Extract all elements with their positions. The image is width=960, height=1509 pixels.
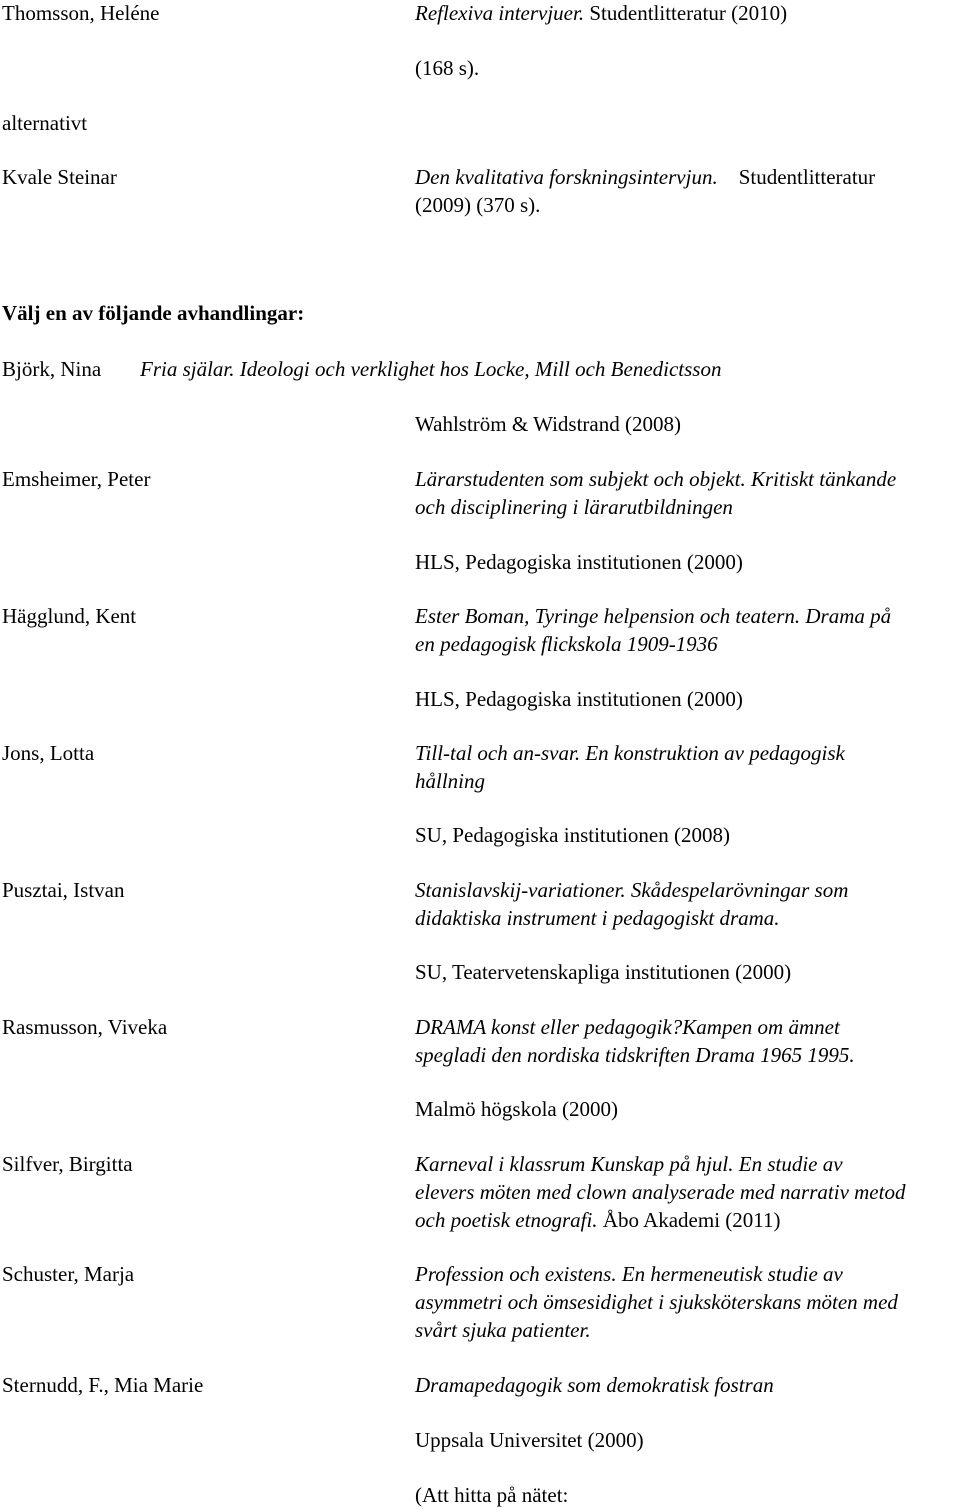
title-schuster-cont: asymmetri och ömsesidighet i sjuksköterskans möten med xyxy=(415,1290,898,1314)
title-silfver: Karneval i klassrum Kunskap på hjul. En studie av xyxy=(415,1152,843,1176)
author-hagglund: Hägglund, Kent xyxy=(2,604,137,628)
title-silfver-cont: elevers möten med clown analyserade med narrativ metod xyxy=(415,1180,906,1204)
title-jons: Till-tal och an-svar. En konstruktion av pedagogisk xyxy=(415,741,845,765)
title-rasmusson-cont: spegladi den nordiska tidskriften Drama 1965 1995. xyxy=(415,1043,855,1067)
publisher-rasmusson: Malmö högskola (2000) xyxy=(415,1097,618,1121)
title-kvale: Den kvalitativa forskningsintervjun. xyxy=(415,165,718,189)
author-bjork: Björk, Nina xyxy=(2,357,102,381)
title-emsheimer-cont: och disciplinering i lärarutbildningen xyxy=(415,495,733,519)
publisher-hagglund: HLS, Pedagogiska institutionen (2000) xyxy=(415,687,743,711)
title-emsheimer: Lärarstudenten som subjekt och objekt. Kritiskt tänkande xyxy=(415,467,897,491)
title-pusztai-cont: didaktiska instrument i pedagogiskt drama. xyxy=(415,906,780,930)
publisher-bjork: Wahlström & Widstrand (2008) xyxy=(415,412,681,436)
title-schuster: Profession och existens. En hermeneutisk studie av xyxy=(415,1262,843,1286)
author-thomsson: Thomsson, Heléne xyxy=(2,1,160,25)
title-silfver-end: och poetisk etnografi. Åbo Akademi (2011) xyxy=(415,1208,781,1232)
publisher-silfver: Åbo Akademi (2011) xyxy=(602,1208,781,1232)
alternative-label: alternativt xyxy=(2,111,88,135)
title-rasmusson: DRAMA konst eller pedagogik?Kampen om ämnet xyxy=(415,1015,840,1039)
author-kvale: Kvale Steinar xyxy=(2,165,117,189)
section-heading: Välj en av följande avhandlingar: xyxy=(2,301,305,325)
publisher-emsheimer: HLS, Pedagogiska institutionen (2000) xyxy=(415,550,743,574)
title-sternudd: Dramapedagogik som demokratisk fostran xyxy=(415,1373,774,1397)
author-jons: Jons, Lotta xyxy=(2,741,95,765)
publisher-jons: SU, Pedagogiska institutionen (2008) xyxy=(415,823,730,847)
title-bjork: Fria själar. Ideologi och verklighet hos Locke, Mill och Benedictsson xyxy=(140,357,722,381)
title-hagglund: Ester Boman, Tyringe helpension och teatern. Drama på xyxy=(415,604,892,628)
title-thomsson: Reflexiva intervjuer. xyxy=(415,1,585,25)
book-kvale xyxy=(415,163,875,191)
book-thomsson xyxy=(415,0,787,27)
author-schuster: Schuster, Marja xyxy=(2,1262,135,1286)
title-hagglund-cont: en pedagogisk flickskola 1909-1936 xyxy=(415,632,718,656)
publisher-sternudd: Uppsala Universitet (2000) xyxy=(415,1428,644,1452)
author-emsheimer: Emsheimer, Peter xyxy=(2,467,151,491)
title-jons-cont: hållning xyxy=(415,769,486,793)
author-silfver: Silfver, Birgitta xyxy=(2,1152,133,1176)
publisher-kvale: Studentlitteratur xyxy=(738,165,876,189)
title-pusztai: Stanislavskij-variationer. Skådespelarövningar som xyxy=(415,878,849,902)
author-sternudd: Sternudd, F., Mia Marie xyxy=(2,1373,204,1397)
title-schuster-end: svårt sjuka patienter. xyxy=(415,1318,591,1342)
author-rasmusson: Rasmusson, Viveka xyxy=(2,1015,168,1039)
publisher-pusztai: SU, Teatervetenskapliga institutionen (2000) xyxy=(415,960,792,984)
publisher-thomsson: Studentlitteratur (2010) xyxy=(589,1,788,25)
author-pusztai: Pusztai, Istvan xyxy=(2,878,125,902)
note-sternudd: (Att hitta på nätet: xyxy=(415,1483,569,1507)
pages-thomsson: (168 s). xyxy=(415,56,480,80)
pages-kvale: (2009) (370 s). xyxy=(415,193,541,217)
